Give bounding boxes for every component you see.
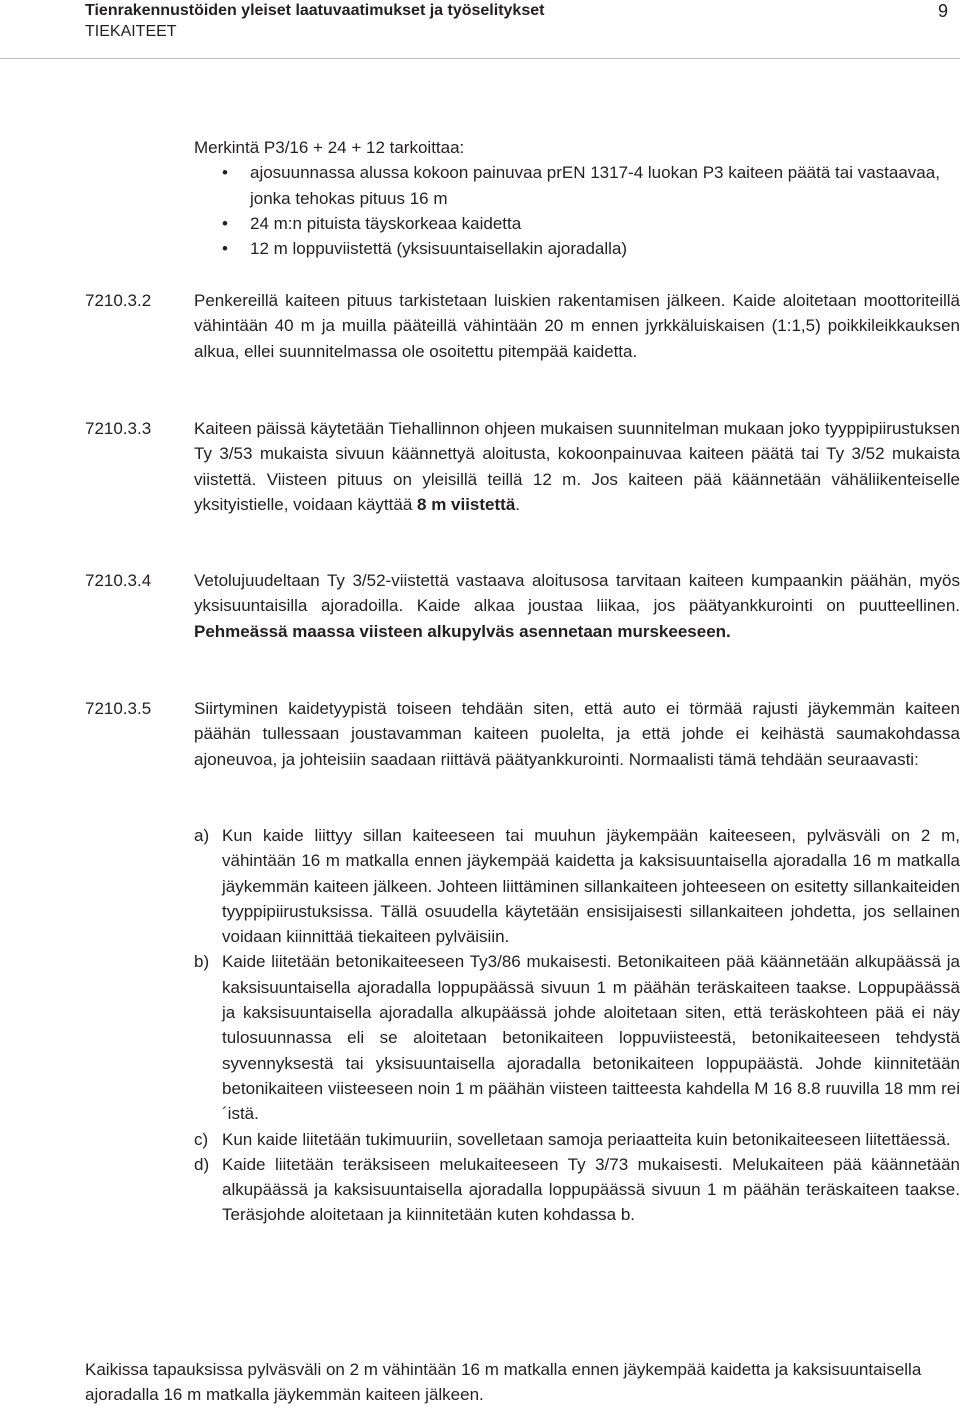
list-item: • ajosuunnassa alussa kokoon painuvaa prEN 1317-4 luokan P3 kaiteen päätä tai vastaavaa, jonka tehokas pituus 16 m [194,160,960,211]
section-text: Siirtyminen kaidetyypistä toiseen tehdään siten, että auto ei törmää rajusti jäykemmän kaiteen päähän tullessaan joustavamman kaiteen puolelta, ja että johde ei keihästä saumakohdassa ajoneuvoa, ja johteisiin saadaan riittävä päätyankkurointi. Normaalisti tämä tehdään seuraavasti: [194,699,960,769]
list-item: a) Kun kaide liittyy sillan kaiteeseen tai muuhun jäykempään kaiteeseen, pylväsväli on 2 m, vähintään 16 m matkalla ennen jäykempää kaidetta ja kaksisuuntaisella ajoradalla 16 m matkalla jäykemmän kaiteen jälkeen. Johteen liittäminen sillankaiteen johteeseen on esitetty sillankaiteiden tyyppipiirustuksissa. Tällä osuudella käytetään ensisijaisesti sillankaiteen johdetta, jos sellainen voidaan kiinnittää tiekaiteen pylväisiin. [194,823,960,949]
item-label: a) [194,826,210,845]
list-item: • 12 m loppuviistettä (yksisuuntaisellakin ajoradalla) [194,236,960,261]
list-item: c) Kun kaide liitetään tukimuuriin, sovelletaan samoja periaatteita kuin betonikaiteeseen liitettäessä. [194,1127,960,1152]
closing-paragraph: Kaikissa tapauksissa pylväsväli on 2 m vähintään 16 m matkalla ennen jäykempää kaidetta ja kaksisuuntaisella ajoradalla 16 m matkalla jäykemmän kaiteen jälkeen. [85,1360,922,1405]
list-item: d) Kaide liitetään teräksiseen melukaiteeseen Ty 3/73 mukaisesti. Melukaiteen pää käännetään alkupäässä ja kaksisuuntaisella ajoradalla loppupäässä sivuun 1 m päähän teräskaiteen taakse. Teräsjohde aloitetaan ja kiinnitetään kuten kohdassa b. [194,1152,960,1228]
document-subtitle: TIEKAITEET [85,23,177,40]
page-number: 9 [937,1,948,21]
bullet-icon: • [222,239,228,259]
intro-bullet-list [194,160,960,261]
bullet-icon: • [222,163,228,183]
section-number: 7210.3.2 [85,291,152,310]
list-item: • 24 m:n pituista täyskorkeaa kaidetta [194,211,960,236]
section-number: 7210.3.4 [85,571,152,590]
bullet-icon: • [222,213,228,233]
item-label: d) [194,1154,210,1174]
intro-block [194,135,960,261]
item-label: b) [194,952,210,972]
section-number: 7210.3.3 [85,419,152,438]
page-header [0,0,960,59]
case-list [194,823,960,1228]
section-text: Penkereillä kaiteen pituus tarkistetaan luiskien rakentamisen jälkeen. Kaide aloitetaan moottoriteillä vähintään 40 m ja muilla pääteillä vähintään 20 m ennen jyrkkäluiskaisen (1:1,5) poikkileikkauksen alkua, ellei suunnitelmassa ole osoitettu pitempää kaidetta. [194,291,960,361]
bold-text: Pehmeässä maassa viisteen alkupylväs asennetaan murskeeseen. [194,621,731,641]
document-title: Tienrakennustöiden yleiset laatuvaatimukset ja työselitykset [85,2,545,19]
section-text: Kaiteen päissä käytetään Tiehallinnon ohjeen mukaisen suunnitelman mukaan joko tyyppipiirustuksen Ty 3/53 mukaista sivuun käännettyä aloitusta, kokoonpainuvaa kaiteen päätä tai Ty 3/52 mukaista viistettä. Viisteen pituus on yleisillä teillä 12 m. Jos kaiteen pää käännetään vähäliikenteiselle yksityistielle, voidaan käyttää 8 m viistettä. [194,419,960,514]
section-number: 7210.3.5 [85,699,152,718]
section-text: Vetolujuudeltaan Ty 3/52-viistettä vastaava aloitusosa tarvitaan kaiteen kumpaankin päähän, myös yksisuuntaisilla ajoradoilla. Kaide alkaa joustaa liikaa, jos päätyankkurointi on puutteellinen. Pehmeässä maassa viisteen alkupylväs asennetaan murskeeseen. [194,571,960,641]
list-item: b) Kaide liitetään betonikaiteeseen Ty3/86 mukaisesti. Betonikaiteen pää käännetään alkupäässä ja kaksisuuntaisella ajoradalla loppupäässä sivuun 1 m päähän teräskaiteen taakse. Loppupäässä ja kaksisuuntaisella ajoradalla alkupäässä johde aloitetaan siten, että teräskohteen pää ei näy tulosuunnassa eli se aloitetaan betonikaiteen loppuviisteestä, betonikaiteeseen tehdystä syvennyksestä tai yksisuuntaisella ajoradalla betonikaiteen loppupäästä. Johde kiinnitetään betonikaiteen viisteeseen noin 1 m päähän viisteen taitteesta kahdella M 16 8.8 ruuvilla 18 mm rei´istä. [194,949,960,1126]
item-label: c) [194,1129,209,1149]
bold-text: 8 m viistettä [417,494,516,514]
intro-heading: Merkintä P3/16 + 24 + 12 tarkoittaa: [194,138,465,157]
